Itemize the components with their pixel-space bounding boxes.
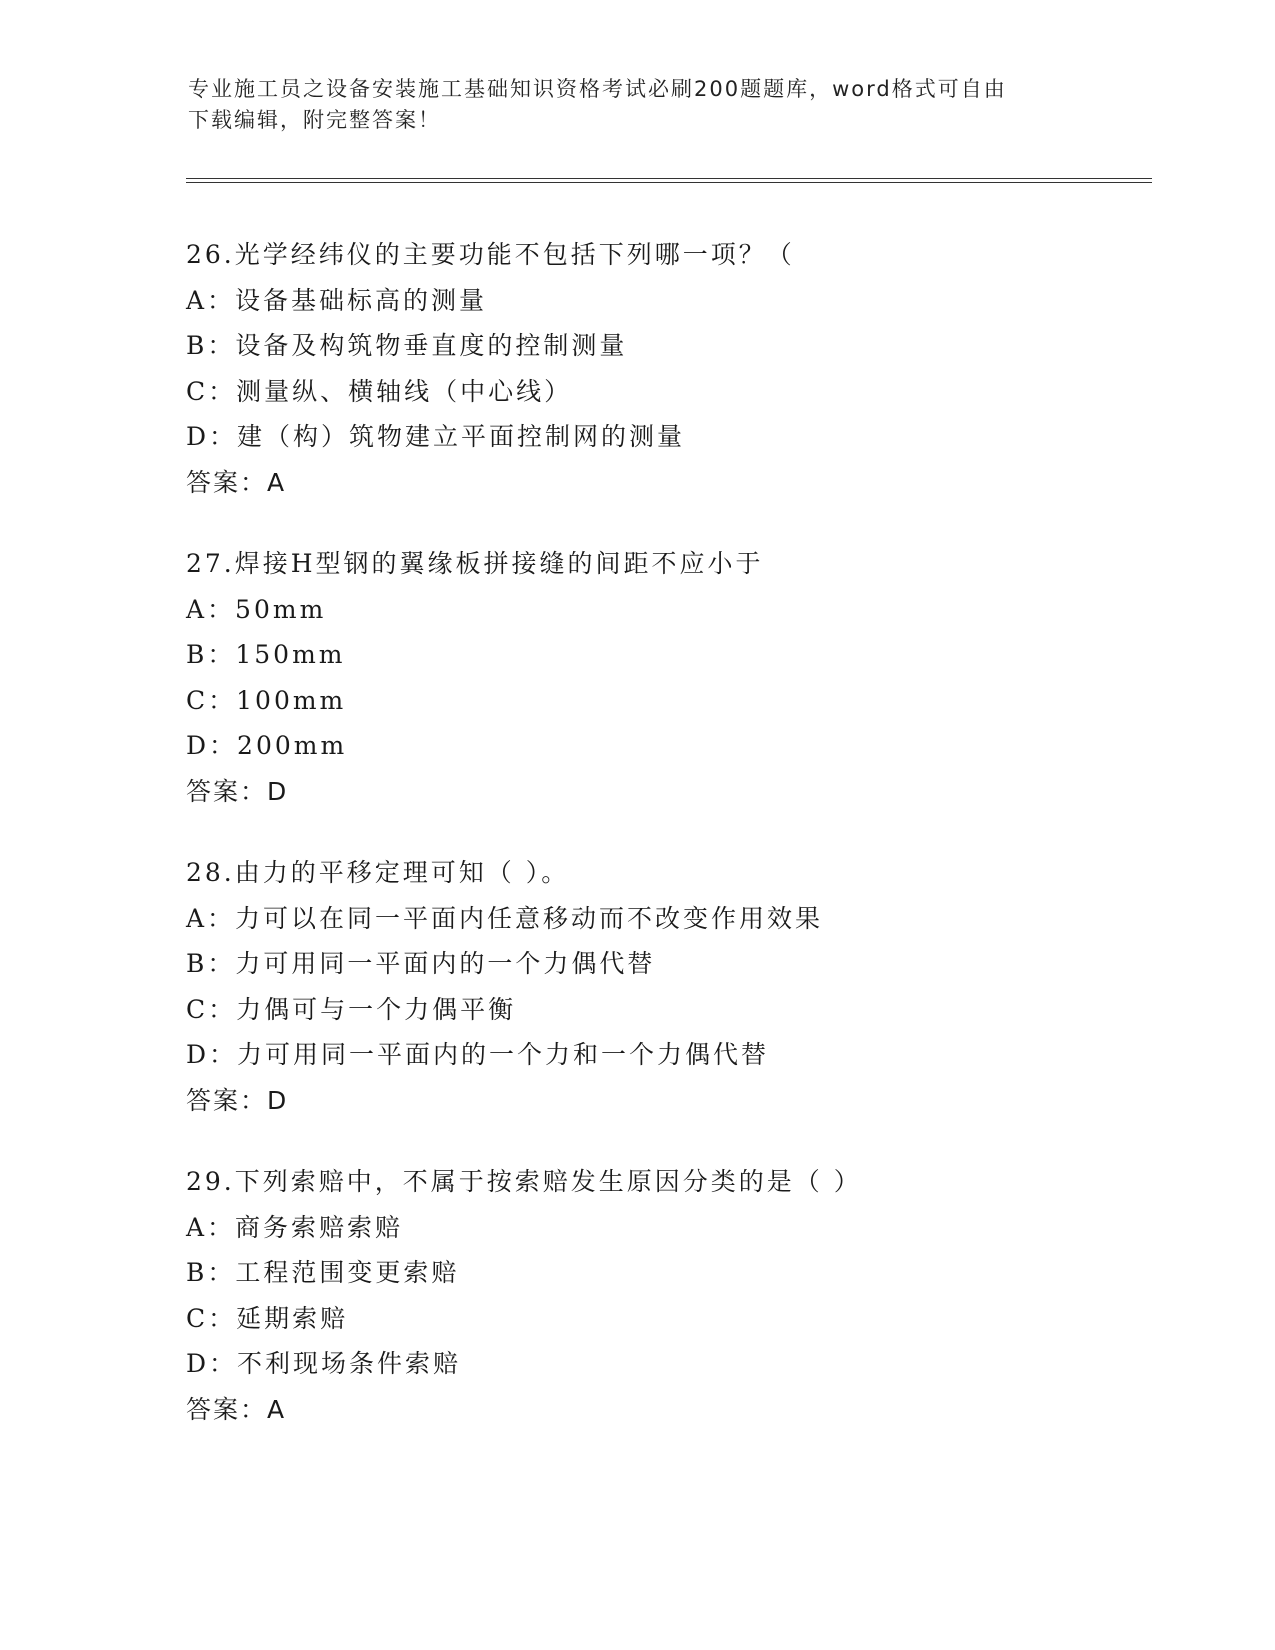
document-header bbox=[188, 74, 1088, 136]
option-b: B：力可用同一平面内的一个力偶代替 bbox=[186, 949, 656, 978]
option-d: D：力可用同一平面内的一个力和一个力偶代替 bbox=[186, 1040, 770, 1069]
option-b: B：工程范围变更索赔 bbox=[186, 1258, 460, 1287]
option-d: D：不利现场条件索赔 bbox=[186, 1349, 462, 1378]
option-a: A：商务索赔索赔 bbox=[186, 1212, 404, 1242]
option-a: A：力可以在同一平面内任意移动而不改变作用效果 bbox=[186, 903, 824, 933]
answer-line: 答案：A bbox=[186, 1394, 287, 1424]
question-29 bbox=[186, 1159, 1146, 1432]
option-a: A：设备基础标高的测量 bbox=[186, 285, 488, 315]
question-stem: 26.光学经纬仪的主要功能不包括下列哪一项？（ bbox=[186, 240, 795, 269]
header-divider bbox=[186, 178, 1152, 183]
option-d: D：建（构）筑物建立平面控制网的测量 bbox=[186, 422, 686, 451]
answer-line: 答案：D bbox=[186, 1085, 289, 1115]
question-stem: 27.焊接H型钢的翼缘板拼接缝的间距不应小于 bbox=[186, 549, 764, 578]
option-b: B：150mm bbox=[186, 640, 346, 669]
question-list bbox=[186, 232, 1146, 1468]
question-26 bbox=[186, 232, 1146, 505]
answer-line: 答案：D bbox=[186, 776, 289, 806]
answer-line: 答案：A bbox=[186, 467, 287, 497]
option-d: D：200mm bbox=[186, 731, 348, 760]
question-stem: 29.下列索赔中，不属于按索赔发生原因分类的是（ ） bbox=[186, 1167, 862, 1196]
question-28 bbox=[186, 850, 1146, 1123]
header-line-1: 专业施工员之设备安装施工基础知识资格考试必刷200题题库，word格式可自由 bbox=[188, 77, 1007, 101]
option-b: B：设备及构筑物垂直度的控制测量 bbox=[186, 331, 628, 360]
question-27 bbox=[186, 541, 1146, 814]
header-line-2: 下载编辑，附完整答案！ bbox=[188, 108, 441, 132]
option-c: C：测量纵、横轴线（中心线） bbox=[186, 376, 573, 406]
option-a: A：50mm bbox=[186, 594, 327, 624]
question-stem: 28.由力的平移定理可知（ ）。 bbox=[186, 858, 570, 887]
option-c: C：延期索赔 bbox=[186, 1303, 349, 1333]
option-c: C：100mm bbox=[186, 685, 347, 715]
option-c: C：力偶可与一个力偶平衡 bbox=[186, 994, 517, 1024]
